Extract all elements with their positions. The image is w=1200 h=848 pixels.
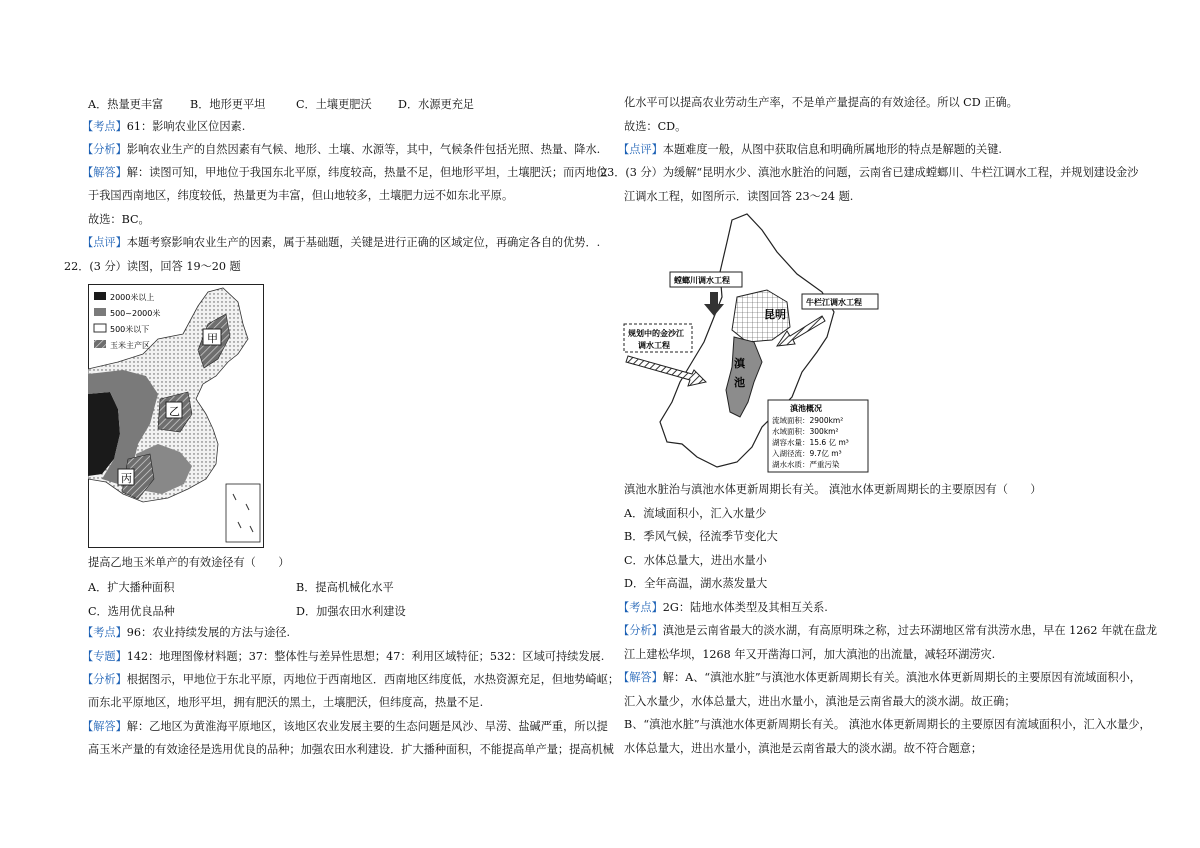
kaodian-tag: 【考点】 xyxy=(82,626,127,639)
q23-kaodian-text: 2G：陆地水体类型及其相互关系. xyxy=(662,601,828,614)
q22-heading: 22．(3 分）读图，回答 19～20 题 xyxy=(64,260,241,273)
legend-label-3: 500米以下 xyxy=(110,325,150,334)
q22-option-a: A．扩大播种面积 xyxy=(88,581,175,594)
q23-kaodian xyxy=(618,601,828,615)
q21-dianping xyxy=(82,236,600,250)
q23-fenxi-line2: 江上建松华坝，1268 年又开凿海口河，加大滇池的出流量，减轻环湖涝灾. xyxy=(624,648,996,661)
label-yi: 乙 xyxy=(169,405,180,418)
legend-label-2: 500~2000米 xyxy=(110,309,161,318)
q21-answer: 故选：BC。 xyxy=(88,213,150,226)
q23-jieda-line2: 汇入水量少，水体总量大，进出水量小，滇池是云南省最大的淡水湖。故正确； xyxy=(624,695,1016,708)
q22-kaodian-text: 96：农业持续发展的方法与途径. xyxy=(126,626,290,639)
south-sea-inset xyxy=(226,484,260,542)
legend-label-4: 玉米主产区 xyxy=(110,341,150,350)
kaodian-tag: 【考点】 xyxy=(618,601,663,614)
q22-jieda-line2: 高玉米产量的有效途径是选用优良的品种；加强农田水利建设．扩大播种面积，不能提高单产量；提高机械 xyxy=(88,743,614,756)
china-map-figure xyxy=(88,284,264,548)
q22-zhuanti-text: 142：地理图像材料题；37：整体性与差异性思想；47：利用区域特征；532：区域可持续发展. xyxy=(126,650,605,663)
q23-jieda xyxy=(618,671,1141,685)
q21-option-d: D．水源更充足 xyxy=(398,98,475,111)
q22-dianping-text: 本题难度一般，从图中获取信息和明确所属地形的特点是解题的关键. xyxy=(662,143,1002,156)
q21-option-a: A．热量更丰富 xyxy=(88,98,164,111)
q21-fenxi-text: 影响农业生产的自然因素有气候、地形、土壤、水源等，其中，气候条件包括光照、热量、降水. xyxy=(126,143,601,156)
info-line-1: 流域面积：2900km² xyxy=(772,416,844,425)
q22-jieda xyxy=(82,720,608,734)
q21-dianping-text: 本题考察影响农业生产的因素，属于基础题，关键是进行正确的区域定位，再确定各自的优势．. xyxy=(126,236,601,249)
dianchi-map-figure xyxy=(622,212,884,474)
q23-fenxi xyxy=(618,624,1157,638)
q21-jieda xyxy=(82,166,608,180)
q23-option-b: B．季风气候，径流季节变化大 xyxy=(624,530,778,543)
q22-fenxi-line2: 而东北平原地区，地形平坦，拥有肥沃的黑土，土壤肥沃，但纬度高，热量不足. xyxy=(88,696,484,709)
q21-option-c: C．土壤更肥沃 xyxy=(296,98,372,111)
label-kunming: 昆明 xyxy=(764,308,786,321)
q22-jieda-line1: 解：乙地区为黄淮海平原地区，该地区农业发展主要的生态问题是风沙、旱涝、盐碱严重，所以提 xyxy=(126,720,608,733)
q21-jieda-line1: 解：读图可知，甲地位于我国东北平原，纬度较高，热量不足，但地形平坦，土壤肥沃；而丙地位 xyxy=(126,166,608,179)
info-title: 滇池概况 xyxy=(790,404,822,413)
label-jia: 甲 xyxy=(207,332,218,345)
zhuanti-tag: 【专题】 xyxy=(82,650,127,663)
q21-kaodian-text: 61：影响农业区位因素. xyxy=(126,120,246,133)
jieda-tag: 【解答】 xyxy=(82,166,127,179)
info-line-5: 湖水水质：严重污染 xyxy=(772,460,840,469)
q23-heading-line1: 23．(3 分）为缓解“昆明水少、滇池水脏治的问题，云南省已建成螳螂川、牛栏江调水工程，并规划建设金沙 xyxy=(600,166,1139,179)
label-jinsha-2: 调水工程 xyxy=(638,341,670,350)
q21-option-b: B．地形更平坦 xyxy=(190,98,266,111)
q23-jieda-line3: B、“滇池水脏”与滇池水体更新周期长有关。 滇池水体更新周期长的主要原因有流域面积小，汇入水量少， xyxy=(624,718,1151,731)
q22-fenxi xyxy=(82,673,619,687)
q22-dianping xyxy=(618,143,1002,157)
fenxi-tag: 【分析】 xyxy=(82,143,127,156)
label-jinsha-1: 规划中的金沙江 xyxy=(628,329,684,338)
q23-option-d: D．全年高温，湖水蒸发量大 xyxy=(624,577,768,590)
q22-zhuanti xyxy=(82,650,604,664)
legend-label-1: 2000米以上 xyxy=(110,293,155,302)
dianping-tag: 【点评】 xyxy=(618,143,663,156)
fenxi-tag: 【分析】 xyxy=(618,624,663,637)
q23-option-a: A．流域面积小，汇入水量少 xyxy=(624,507,767,520)
info-line-4: 入湖径流：9.7亿 m³ xyxy=(772,449,842,458)
kaodian-tag: 【考点】 xyxy=(82,120,127,133)
q22-stem: 提高乙地玉米单产的有效途径有（ ） xyxy=(88,556,290,569)
q23-jieda-line4: 水体总量大，进出水量小，滇池是云南省最大的淡水湖。故不符合题意； xyxy=(624,742,983,755)
q22-cont-line: 化水平可以提高农业劳动生产率，不是单产量提高的有效途径。所以 CD 正确。 xyxy=(624,96,1018,109)
q22-fenxi-line1: 根据图示，甲地位于东北平原，丙地位于西南地区．西南地区纬度低，水热资源充足，但地势崎岖； xyxy=(126,673,620,686)
q22-option-d: D．加强农田水利建设 xyxy=(296,605,406,618)
label-dian: 滇 xyxy=(734,357,745,370)
dianping-tag: 【点评】 xyxy=(82,236,127,249)
fenxi-tag: 【分析】 xyxy=(82,673,127,686)
label-niulan: 牛栏江调水工程 xyxy=(806,298,862,307)
jieda-tag: 【解答】 xyxy=(82,720,127,733)
q22-option-c: C．选用优良品种 xyxy=(88,605,175,618)
china-map xyxy=(88,284,264,548)
q22-answer: 故选：CD。 xyxy=(624,120,687,133)
q22-option-b: B．提高机械化水平 xyxy=(296,581,394,594)
jieda-tag: 【解答】 xyxy=(618,671,663,684)
q23-heading-line2: 江调水工程，如图所示．读图回答 23～24 题. xyxy=(624,190,854,203)
label-tanglang: 螳螂川调水工程 xyxy=(674,276,730,285)
q21-kaodian xyxy=(82,120,245,134)
q21-fenxi xyxy=(82,143,600,157)
q22-kaodian xyxy=(82,626,290,640)
info-line-2: 水域面积：300km² xyxy=(772,427,839,436)
q23-option-c: C．水体总量大，进出水量小 xyxy=(624,554,767,567)
label-chi: 池 xyxy=(734,376,745,389)
label-bing: 丙 xyxy=(121,472,132,485)
q21-jieda-line2: 于我国西南地区，纬度较低，热量更为丰富，但山地较多，土壤肥力远不如东北平原。 xyxy=(88,189,514,202)
q23-fenxi-line1: 滇池是云南省最大的淡水湖，有高原明珠之称，过去环湖地区常有洪涝水患，早在 1262 年就在盘龙 xyxy=(662,624,1158,637)
dianchi-map xyxy=(622,212,884,474)
info-line-3: 湖容水量：15.6 亿 m³ xyxy=(772,438,849,447)
q23-stem: 滇池水脏治与滇池水体更新周期长有关。 滇池水体更新周期长的主要原因有（ ） xyxy=(624,483,1042,496)
q23-jieda-line1: 解：A、“滇池水脏”与滇池水体更新周期长有关。滇池水体更新周期长的主要原因有流域面积小， xyxy=(662,671,1141,684)
